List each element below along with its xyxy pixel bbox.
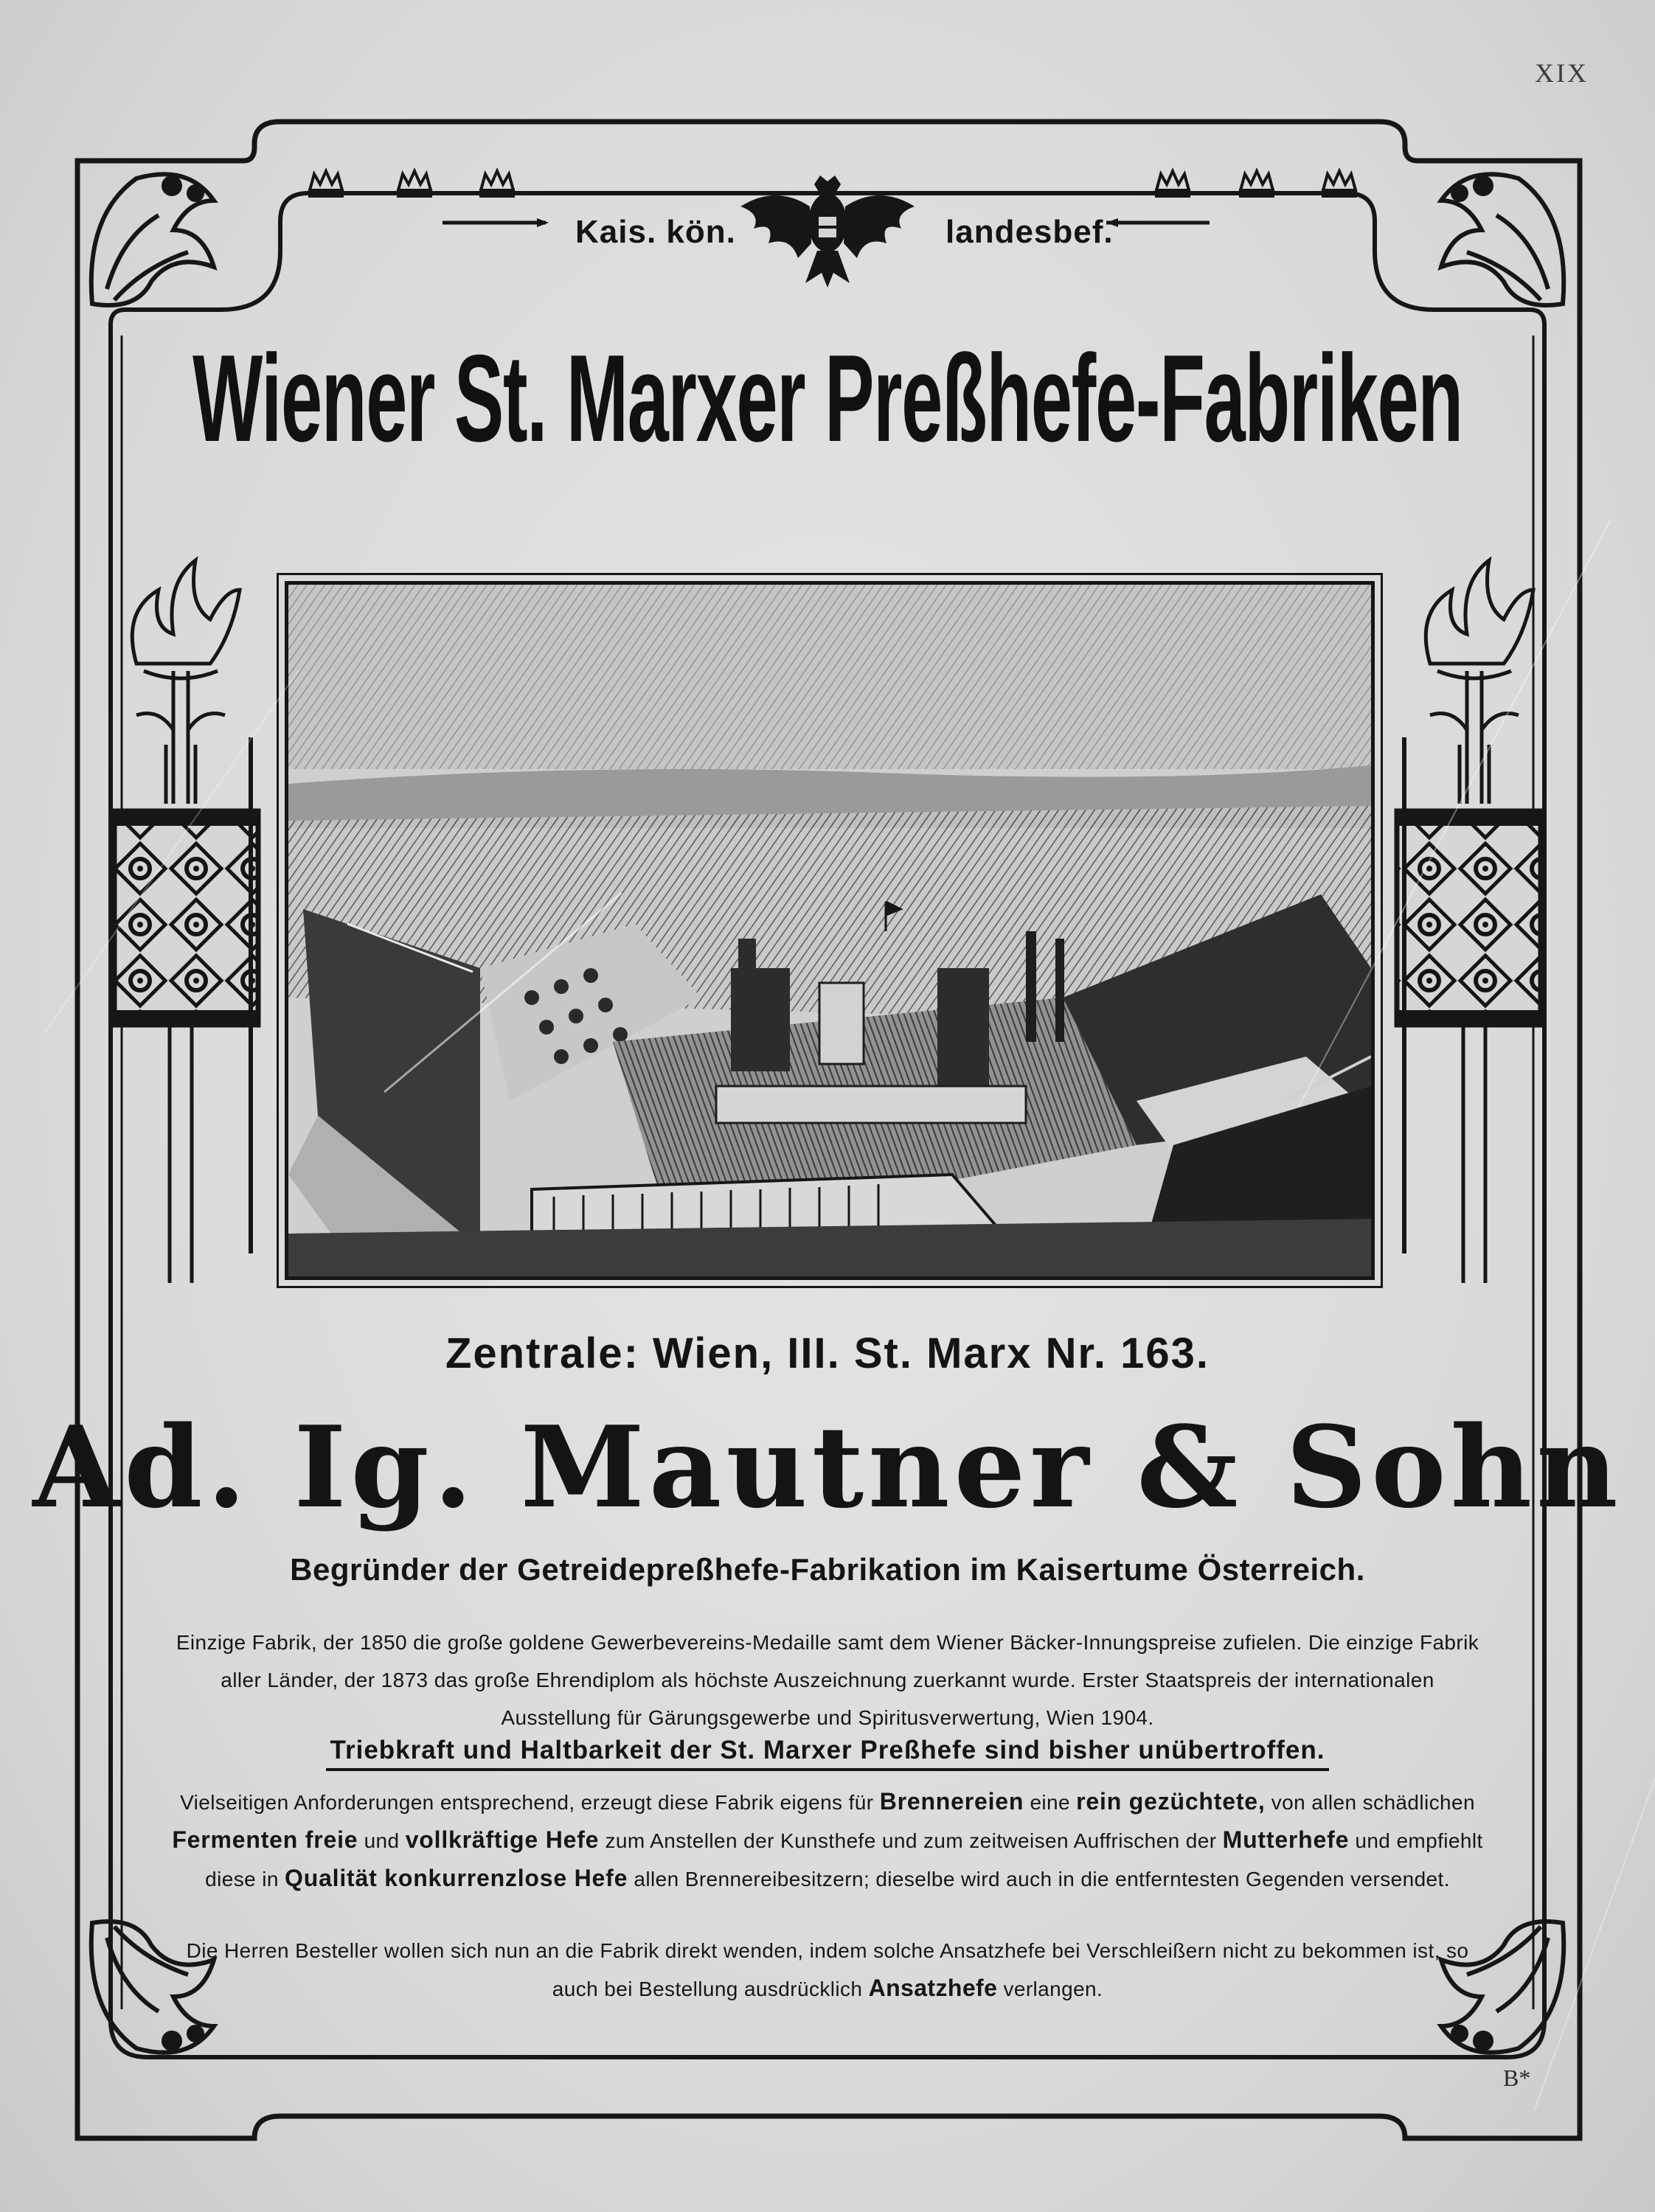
bold-text: Qualität konkurrenzlose Hefe: [285, 1865, 628, 1891]
company-name: Ad. Ig. Mautner & Sohn: [32, 1401, 1623, 1533]
header-right-text: landesbef.: [946, 214, 1114, 250]
text-span: allen Brennereibesitzern; dieselbe wird auch in die entferntesten Gegenden versendet.: [634, 1868, 1450, 1891]
text-span: verlangen.: [1003, 1978, 1103, 2000]
ordering-paragraph: [166, 1932, 1489, 2008]
product-paragraph: [166, 1783, 1489, 1898]
text-span: Die Herren Besteller wollen sich nun an die Fabrik direkt wenden, indem solche Ansatzhefe bei Verschleißern nicht zu bekommen ist, so auch bei Bestellung ausdrücklich: [186, 1939, 1469, 2000]
bold-text: Mutterhefe: [1222, 1826, 1350, 1853]
page-title: Wiener St. Marxer Preßhefe-Fabriken: [192, 329, 1463, 467]
text-span: Vielseitigen Anforderungen entsprechend, erzeugt diese Fabrik eigens für: [180, 1791, 874, 1814]
bold-text: Brennereien: [879, 1788, 1024, 1815]
header-left-text: Kais. kön.: [575, 214, 736, 250]
text-span: zum Anstellen der Kunsthefe und zum zeitweisen Auffrischen der: [605, 1829, 1217, 1852]
bold-text: rein gezüchtete,: [1076, 1788, 1266, 1815]
text-span: eine: [1030, 1791, 1070, 1814]
text-span: und: [364, 1829, 400, 1852]
factory-engraving: [288, 585, 1371, 1276]
side-panel-right: [1397, 737, 1541, 1283]
text-span: von allen schädlichen: [1271, 1791, 1475, 1814]
bold-text: Fermenten freie: [172, 1826, 358, 1853]
page-number: XIX: [1535, 58, 1589, 88]
emphasis-line-container: [0, 1736, 1655, 1771]
factory-illustration: [285, 581, 1375, 1280]
awards-paragraph: Einzige Fabrik, der 1850 die große goldene Gewerbevereins-Medaille samt dem Wiener Bäcker-Innungspreise zufielen. Die einzige Fabrik aller Länder, der 1873 das große Ehrendiplom als höchste Auszeichnung zuerkannt wurde. Erster Staatspreis der internationalen Ausstellung für Gärungsgewerbe und Spiritusverwertung, Wien 1904.: [176, 1631, 1479, 1729]
text-span: und empfiehlt diese in: [205, 1829, 1483, 1891]
bold-text: Ansatzhefe: [868, 1975, 998, 2001]
bold-text: vollkräftige Hefe: [405, 1826, 600, 1853]
footer-mark: B*: [1503, 2065, 1531, 2091]
address-line: Zentrale: Wien, III. St. Marx Nr. 163.: [445, 1329, 1210, 1377]
emphasis-line: Triebkraft und Haltbarkeit der St. Marxer Preßhefe sind bisher unübertroffen.: [326, 1736, 1330, 1771]
side-panel-left: [114, 737, 258, 1283]
title-container: [0, 317, 1655, 487]
founder-line: Begründer der Getreidepreßhefe-Fabrikation im Kaisertume Österreich.: [290, 1552, 1365, 1587]
